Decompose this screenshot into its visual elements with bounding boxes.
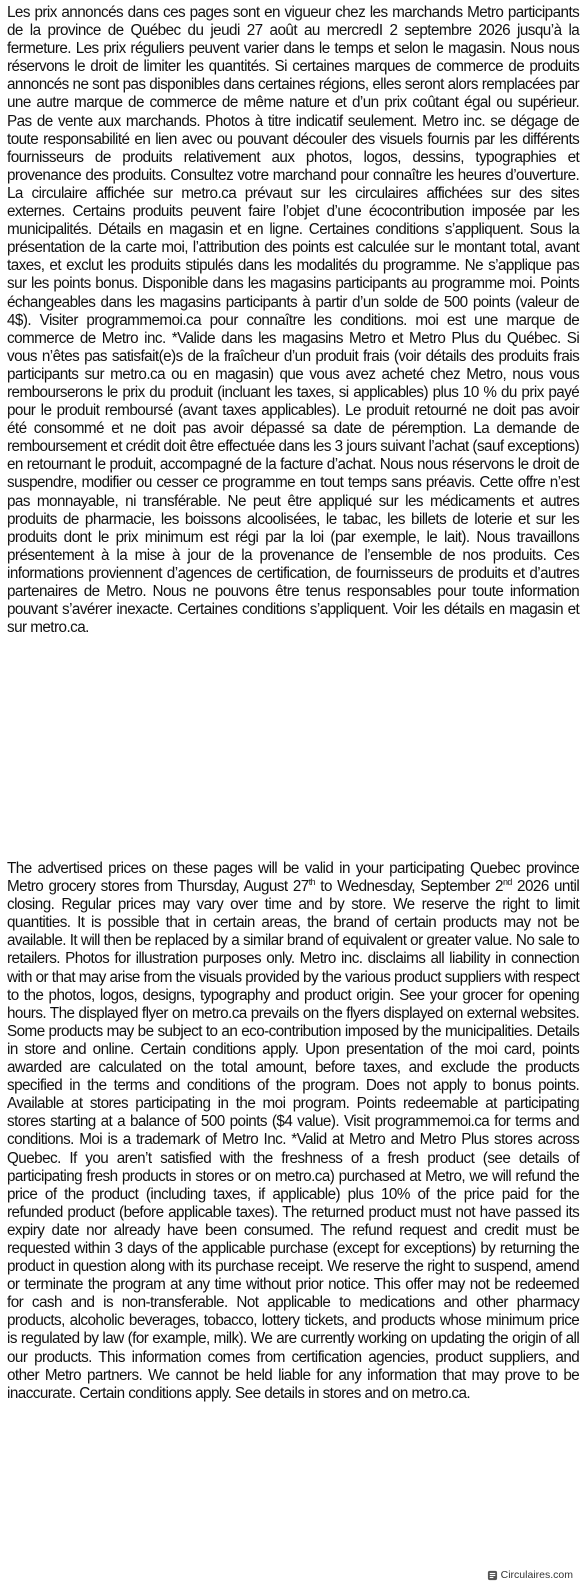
disclaimer-english bbox=[7, 860, 579, 1403]
circulaires-watermark bbox=[485, 1568, 575, 1582]
disclaimer-english-part-2: to Wednesday, September 2 bbox=[315, 878, 503, 896]
ordinal-suffix-nd: nd bbox=[502, 876, 512, 887]
ordinal-suffix-th: th bbox=[308, 876, 316, 887]
disclaimer-english-part-1: The advertised prices on these pages will be valid in your participating Quebec province Metro grocery stores from Thursday, August 27 bbox=[7, 860, 580, 896]
legal-disclaimer bbox=[7, 4, 580, 1403]
flyer-icon bbox=[487, 1570, 498, 1581]
disclaimer-english-part-3: 2026 until closing. Regular prices may vary over time and by store. We reserve the right to limit quantities. It is possible that in certain areas, the brand of certain products may not be available. It will then be replaced by a similar brand of equivalent or greater value. No sale to retailers. Photos for illustration purposes only. Metro inc. disclaims all liability in connection with or that may arise from the visuals provided by the various product suppliers with respect to the photos, logos, designs, typography and product origin. See your grocer for opening hours. The displayed flyer on metro.ca prevails on the flyers displayed on external websites. Some products may be subject to an eco-contribution imposed by the municipalities. Details in store and online. Certain conditions apply. Upon presentation of the moi card, points awarded are calculated on the total amount, before taxes, and exclude the products specified in the terms and conditions of the program. Does not apply to bonus points. Available at stores participating in the moi program. Points redeemable at participating stores starting at a balance of 500 points ($4 value). Visit programmemoi.ca for terms and conditions. Moi is a trademark of Metro Inc. *Valid at Metro and Metro Plus stores across Quebec. If you aren’t satisfied with the freshness of a fresh product (see details of participating fresh products in stores or on metro.ca) purchased at Metro, we will refund the price of the product (including taxes, if applicable) plus 10% of the price paid for the refunded product (before applicable taxes). The returned product must not have passed its expiry date nor already have been consumed. The refund request and credit must be requested within 3 days of the applicable purchase (except for exceptions) by returning the product in question along with its purchase receipt. We reserve the right to suspend, amend or terminate the program at any time without prior notice. This offer may not be redeemed for cash and is non-transferable. Not applicable to medications and other pharmacy products, alcoholic beverages, tobacco, lottery tickets, and products whose minimum price is regulated by law (for example, milk). We are currently working on updating the origin of all our products. This information comes from certification agencies, product suppliers, and other Metro partners. We cannot be held liable for any information that may prove to be inaccurate. Certain conditions apply. See details in stores and on metro.ca. bbox=[7, 878, 580, 1402]
disclaimer-french: Les prix annoncés dans ces pages sont en vigueur chez les marchands Metro participants de la province de Québec du jeudi 27 août au mercredI 2 septembre 2026 jusqu’à la fermeture. Les prix réguliers peuvent varier dans le temps et selon le magasin. Nous nous réservons le droit de limiter les quantités. Si certaines marques de commerce de produits annoncés ne sont pas disponibles dans certaines régions, elles seront alors remplacées par une autre marque de commerce de même nature et d’un prix coûtant égal ou supérieur. Pas de vente aux marchands. Photos à titre indicatif seulement. Metro inc. se dégage de toute responsabilité en lien avec ou pouvant découler des visuels fournis par les différents fournisseurs de produits relativement aux photos, logos, dessins, typographies et provenance des produits. Consultez votre marchand pour connaître les heures d’ouverture. La circulaire affichée sur metro.ca prévaut sur les circulaires affichées sur des sites externes. Certains produits peuvent faire l’objet d’une écocontribution imposée par les municipalités. Détails en magasin et en ligne. Certaines conditions s’appliquent. Sous la présentation de la carte moi, l’attribution des points est calculée sur le montant total, avant taxes, et exclut les produits stipulés dans les modalités du programme. Ne s’applique pas sur les points bonus. Disponible dans les magasins participants au programme moi. Points échangeables dans les magasins participants à partir d’un solde de 500 points (valeur de 4$). Visiter programmemoi.ca pour connaître les conditions. moi est une marque de commerce de Metro inc. *Valide dans les magasins Metro et Metro Plus du Québec. Si vous n’êtes pas satisfait(e)s de la fraîcheur d’un produit frais (voir détails des produits frais participants sur metro.ca ou en magasin) que vous avez acheté chez Metro, nous vous rembourserons le prix du produit (incluant les taxes, si applicables) plus 10 % du prix payé pour le produit remboursé (avant taxes applicables). Le produit retourné ne doit pas avoir été consommé et ne doit pas avoir dépassé sa date de péremption. La demande de remboursement et crédit doit être effectuée dans les 3 jours suivant l’achat (sauf exceptions) en retournant le produit, accompagné de la facture d’achat. Nous nous réservons le droit de suspendre, modifier ou cesser ce programme en tout temps sans préavis. Cette offre n’est pas monnayable, ni transférable. Ne peut être appliqué sur les médicaments et autres produits de pharmacie, les boissons alcoolisées, le tabac, les billets de loterie et sur les produits dont le prix minimum est régi par la loi (par exemple, le lait). Nous travaillons présentement à la mise à jour de la provenance de l’ensemble de nos produits. Ces informations proviennent d’agences de certification, de fournisseurs de produits et d’autres partenaires de Metro. Nous ne pouvons être tenus responsables pour toute information pouvant s’avérer inexacte. Certaines conditions s’appliquent. Voir les détails en magasin et sur metro.ca. bbox=[7, 4, 580, 637]
watermark-label: Circulaires.com bbox=[500, 1569, 573, 1581]
